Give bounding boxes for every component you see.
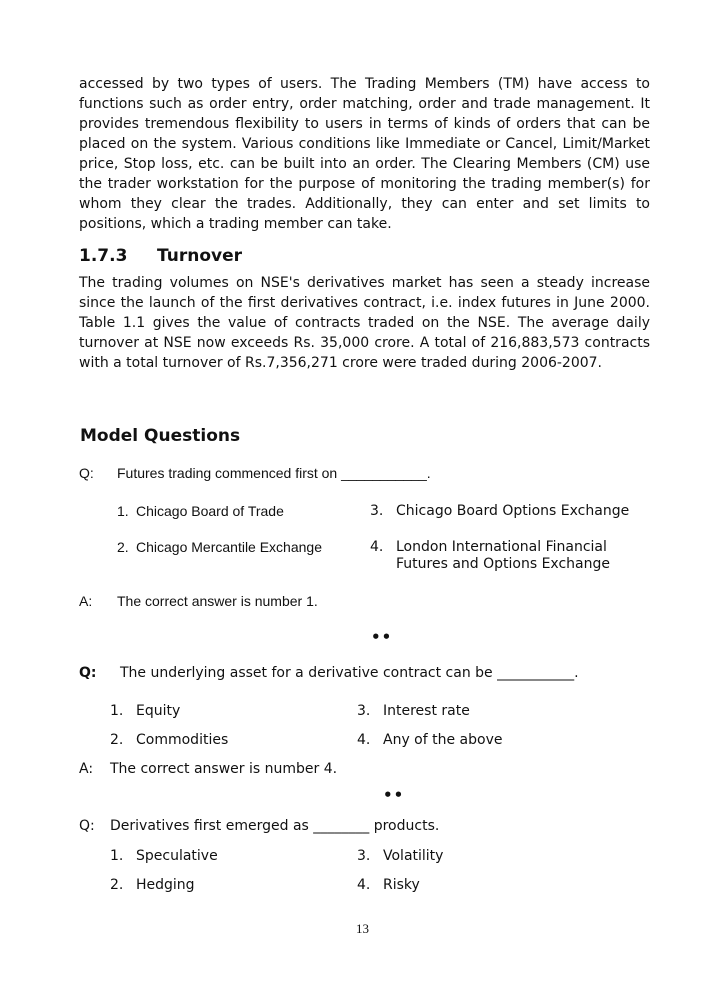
option-number: 3.: [370, 503, 384, 519]
option-text: Equity: [136, 703, 181, 719]
body-paragraph: The trading volumes on NSE's derivatives market has seen a steady increase since the launch of the first derivatives contract, i.e. index futures in June 2000. Table 1.1 gives the value of contracts traded on the NSE. The average daily turnover at NSE now exceeds Rs. 35,000 crore. A total of 216,883,573 contracts with a total turnover of Rs.7,356,271 crore were traded during 2006-2007.: [79, 275, 650, 371]
option-number: 2.: [117, 539, 129, 555]
question-text: Futures trading commenced first on ___________.: [117, 465, 431, 481]
option-text: London International Financial: [396, 539, 607, 555]
option-number: 1.: [110, 848, 124, 864]
option-text: Speculative: [136, 848, 218, 864]
option-number: 4.: [357, 732, 371, 748]
option-number: 1.: [117, 503, 129, 519]
answer-text: The correct answer is number 4.: [110, 761, 338, 777]
option-number: 1.: [110, 703, 124, 719]
option-text-continued: Futures and Options Exchange: [396, 556, 610, 572]
option-number: 2.: [110, 732, 124, 748]
question-label: Q:: [79, 818, 95, 834]
option-number: 3.: [357, 848, 371, 864]
option-text: Chicago Mercantile Exchange: [136, 539, 322, 555]
question-text: Derivatives first emerged as ________ products.: [110, 818, 440, 834]
answer-text: The correct answer is number 1.: [117, 593, 318, 609]
option-number: 4.: [370, 539, 384, 555]
option-text: Any of the above: [383, 732, 503, 748]
answer-label: A:: [79, 593, 93, 609]
separator-dots: ••: [371, 628, 393, 646]
option-text: Chicago Board of Trade: [136, 503, 284, 519]
option-text: Chicago Board Options Exchange: [396, 503, 630, 519]
option-text: Risky: [383, 877, 420, 893]
section-title: Turnover: [157, 246, 242, 266]
option-number: 4.: [357, 877, 371, 893]
question-label: Q:: [79, 665, 97, 681]
section-number: 1.7.3: [79, 246, 128, 266]
question-label: Q:: [79, 465, 94, 481]
model-questions-title: Model Questions: [80, 426, 241, 446]
answer-label: A:: [79, 761, 94, 777]
option-text: Interest rate: [383, 703, 470, 719]
section-heading: [79, 246, 242, 266]
option-text: Volatility: [383, 848, 444, 864]
option-text: Commodities: [136, 732, 229, 748]
option-number: 3.: [357, 703, 371, 719]
separator-dots: ••: [383, 786, 405, 804]
option-number: 2.: [110, 877, 124, 893]
page-number: 13: [356, 921, 369, 936]
body-paragraph: accessed by two types of users. The Trading Members (TM) have access to functions such as order entry, order matching, order and trade management. It provides tremendous flexibility to users in terms of kinds of orders that can be placed on the system. Various conditions like Immediate or Cancel, Limit/Market price, Stop loss, etc. can be built into an order. The Clearing Members (CM) use the trader workstation for the purpose of monitoring the trading member(s) for whom they clear the trades. Additionally, they can enter and set limits to positions, which a trading member can take.: [79, 76, 650, 232]
option-text: Hedging: [136, 877, 195, 893]
question-text: The underlying asset for a derivative contract can be ___________.: [120, 665, 579, 681]
